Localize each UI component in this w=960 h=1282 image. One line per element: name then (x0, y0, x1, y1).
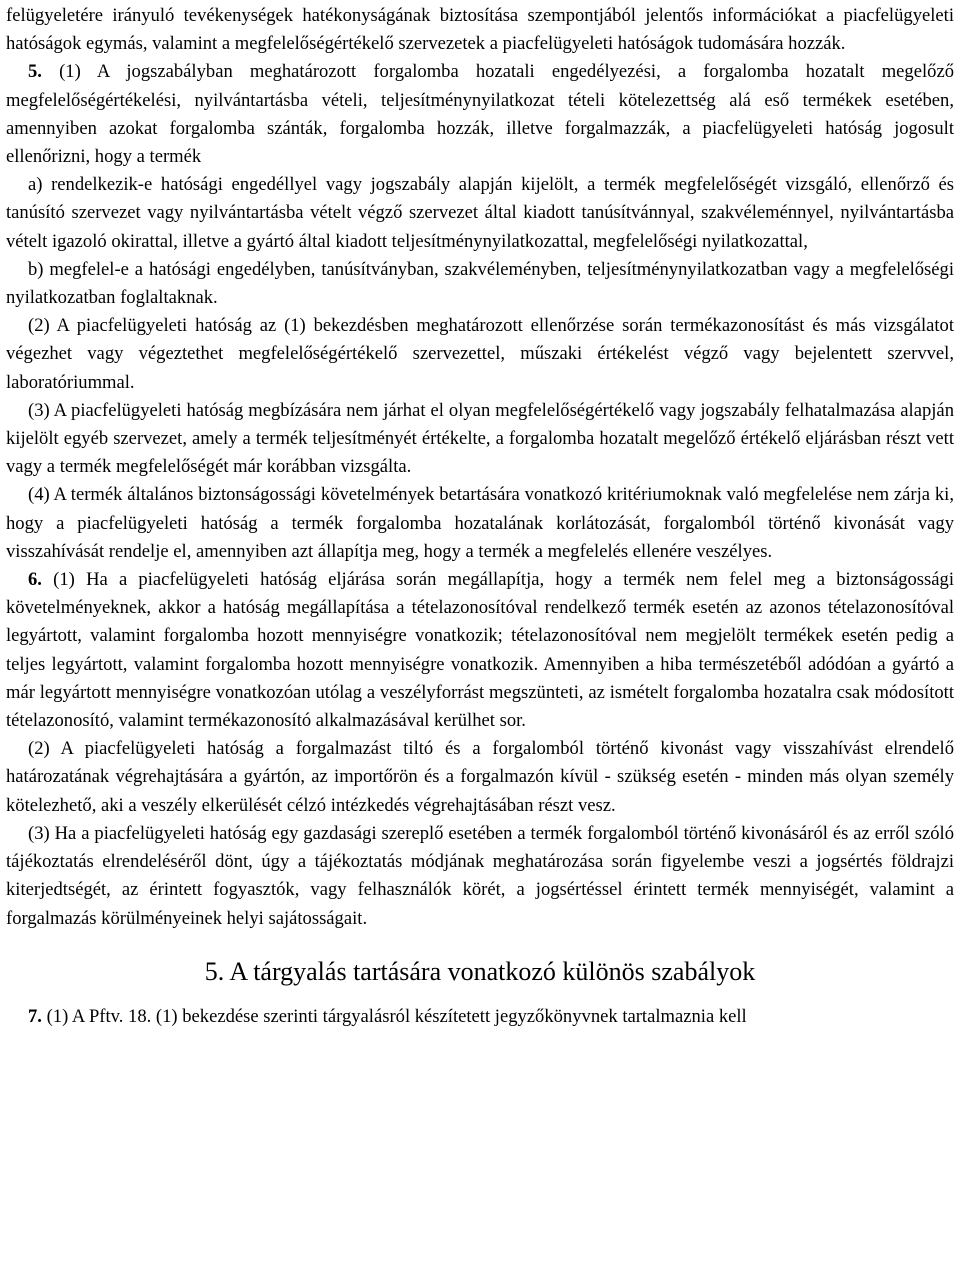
section-number: 6. (28, 569, 42, 591)
section-5-paragraph-2: (2) A piacfelügyeleti hatóság az (1) bekezdésben meghatározott ellenőrzése során termékazonosítást és más vizsgálatot végezhet vagy végeztethet megfelelőségértékelő szervezettel, műszaki értékelést végző vagy bejelentett szervvel, laboratóriummal. (6, 315, 954, 393)
section-7-paragraph-1 (6, 1003, 954, 1031)
section-number: 5. (28, 61, 42, 83)
section-5-paragraph-3: (3) A piacfelügyeleti hatóság megbízására nem járhat el olyan megfelelőségértékelő vagy jogszabály felhatalmazása alapján kijelölt egyéb szervezet, amely a termék teljesítményét értékelte, a forgalomba hozatalt megelőző értékelő eljárásban részt vett vagy a termék megfelelőségét már korábban vizsgálta. (6, 399, 954, 478)
document-page (0, 2, 960, 1282)
section-7-text-1: (1) A Pftv. 18. (1) bekezdése szerinti tárgyalásról készítetett jegyzőkönyvnek tartalmaznia kell (41, 1005, 747, 1027)
section-6-paragraph-2: (2) A piacfelügyeleti hatóság a forgalmazást tiltó és a forgalomból történő kivonást vagy visszahívást elrendelő határozatának végrehajtására a gyártón, az importőrön és a forgalmazón kívül - szükség esetén - minden más olyan személy kötelezhető, aki a veszély elkerülését célzó intézkedés végrehajtásában részt vesz. (6, 738, 954, 816)
section-5-paragraph-1 (6, 58, 954, 171)
section-5-point-b: b) megfelel-e a hatósági engedélyben, tanúsítványban, szakvéleményben, teljesítménynyilatkozatban vagy a megfelelőségi nyilatkozatban foglaltaknak. (6, 258, 954, 309)
section-6-text-1: (1) Ha a piacfelügyeleti hatóság eljárása során megállapítja, hogy a termék nem felel meg a biztonságossági követelményeknek, akkor a hatóság megállapítása a tételazonosítóval rendelkező termék esetén az azonos tételazonosítóval legyártott, valamint forgalomba hozott mennyiségre vonatkozik; tételazonosítóval nem megjelölt termékek esetén pedig a teljes legyártott, valamint forgalomba hozott mennyiségre vonatkozik. Amennyiben a hiba természetéből adódóan a gyártó a már legyártott mennyiségre vonatkozóan utólag a veszélyforrást megszünteti, az ismételt forgalomba hozatalra csak módosított tételazonosító, valamint termékazonosító alkalmazásával kerülhet sor. (6, 569, 954, 732)
section-5-point-a: a) rendelkezik-e hatósági engedéllyel vagy jogszabály alapján kijelölt, a termék megfelelőségét vizsgáló, ellenőrző és tanúsító szervezet vagy nyilvántartásba vételt végző szervezet által kiadott tanúsítvánnyal, szakvéleménnyel, nyilvántartásba vételt igazoló okirattal, illetve a gyártó által kiadott teljesítménynyilatkozattal, megfelelőségi nyilatkozattal, (6, 174, 954, 252)
section-6-paragraph-1 (6, 566, 954, 735)
section-number: 7. (28, 1005, 42, 1027)
section-6-paragraph-3: (3) Ha a piacfelügyeleti hatóság egy gazdasági szereplő esetében a termék forgalomból történő kivonásáról és az erről szóló tájékoztatás elrendeléséről dönt, úgy a tájékoztatás módjának meghatározása során figyelembe veszi a jogsértés földrajzi kiterjedtségét, az érintett fogyasztók, vagy felhasználók körét, a jogsértéssel érintett termék mennyiségét, valamint a forgalmazás körülményeinek helyi sajátosságait. (6, 822, 954, 929)
chapter-heading: 5. A tárgyalás tartására vonatkozó különös szabályok (204, 956, 756, 986)
section-5-paragraph-4: (4) A termék általános biztonságossági követelmények betartására vonatkozó kritériumoknak való megfelelése nem zárja ki, hogy a piacfelügyeleti hatóság a termék forgalomba hozatalának korlátozását, forgalomból történő kivonását vagy visszahívását rendelje el, amennyiben azt állapítja meg, hogy a termék a megfelelés ellenére veszélyes. (6, 484, 954, 562)
paragraph-continuation: felügyeletére irányuló tevékenységek hatékonyságának biztosítása szempontjából jelentős információkat a piacfelügyeleti hatóságok egymás, valamint a megfelelőségértékelő szervezetek a piacfelügyeleti hatóságok tudomására hozzák. (6, 5, 954, 55)
section-5-text-1: (1) A jogszabályban meghatározott forgalomba hozatali engedélyezési, a forgalomba hozatalt megelőző megfelelőségértékelési, nyilvántartásba vételi, teljesítménynyilatkozat tételi kötelezettség alá eső termékek esetében, amennyiben azokat forgalomba szánták, forgalomba hozzák, illetve forgalmazzák, a piacfelügyeleti hatóság jogosult ellenőrizni, hogy a termék (6, 61, 954, 168)
